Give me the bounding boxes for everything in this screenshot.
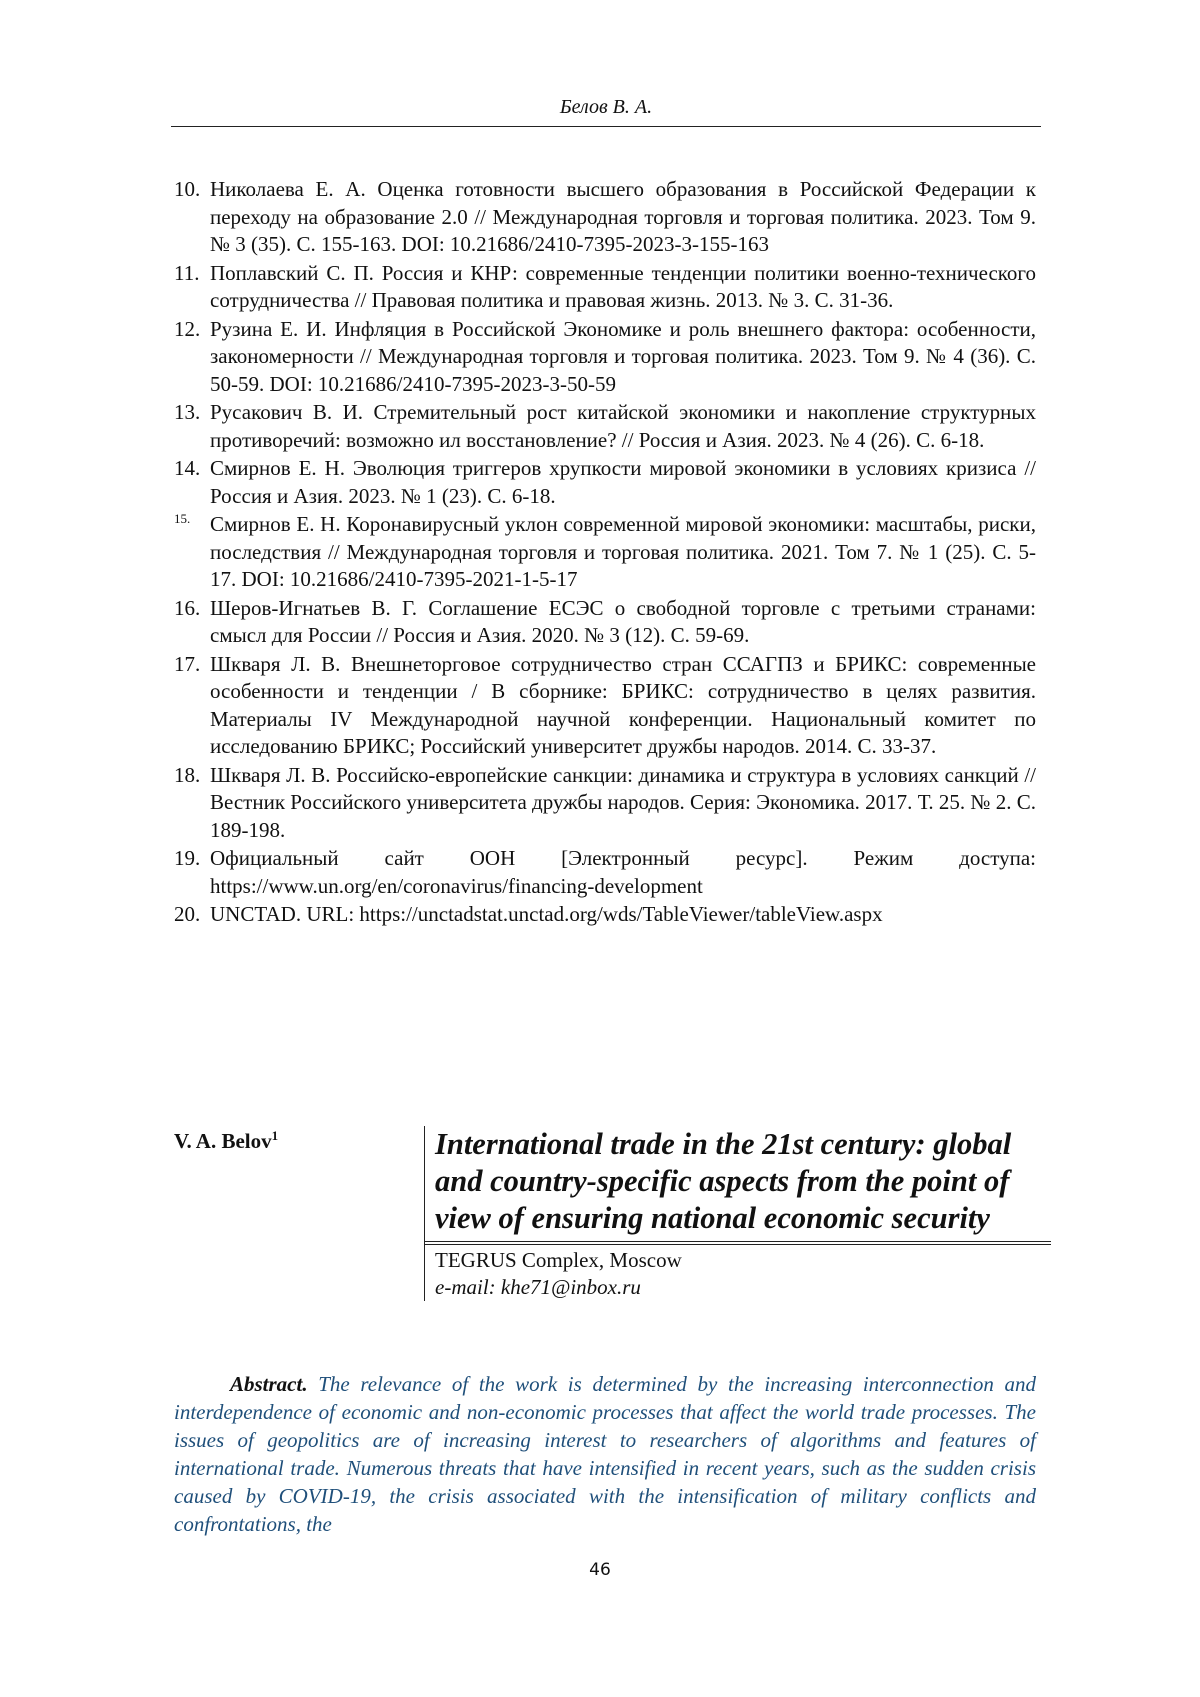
reference-item <box>174 762 1036 845</box>
reference-number: 19. <box>174 846 201 870</box>
reference-text: Шкваря Л. В. Российско-европейские санкции: динамика и структура в условиях санкций // Вестник Российского университета дружбы народов. Серия: Экономика. 2017. Т. 25. № 2. С. 189-198. <box>210 762 1036 842</box>
abstract-paragraph <box>174 1370 1036 1538</box>
reference-text: Шкваря Л. В. Внешнеторговое сотрудничество стран ССАГПЗ и БРИКС: современные особенности и тенденции / В сборнике: БРИКС: сотрудничество в целях развития. Материалы IV Международной научной конференции. Национальный комитет по исследованию БРИКС; Российский университет дружбы народов. 2014. С. 33-37. <box>210 651 1036 758</box>
author-email: e-mail: khe71@inbox.ru <box>435 1275 641 1299</box>
reference-item <box>174 511 1036 594</box>
reference-text: Николаева Е. А. Оценка готовности высшего образования в Российской Федерации к переходу на образование 2.0 // Международная торговля и торговая политика. 2023. Том 9. № 3 (35). С. 155-163. DOI: 10.21686/2410-7395-2023-3-155-163 <box>210 177 1036 256</box>
reference-number: 16. <box>174 595 201 620</box>
reference-number: 11. <box>174 260 200 285</box>
reference-number: 18. <box>174 762 201 787</box>
reference-number: 14. <box>174 456 201 480</box>
abstract-text: The relevance of the work is determined by the increasing interconnection and interdependence of economic and non-economic processes that affect the world trade processes. The issues of geopolitics are of increasing interest to researchers of algorithms and features of international trade. Numerous threats that have intensified in recent years, such as the sudden crisis caused by COVID-19, the crisis associated with the intensification of military conflicts and confrontations, the <box>174 1372 1037 1536</box>
reference-text: UNCTAD. URL: https://unctadstat.unctad.org/wds/TableViewer/tableView.aspx <box>210 902 883 926</box>
reference-item <box>174 260 1036 315</box>
reference-item <box>174 901 1036 929</box>
reference-text: Русакович В. И. Стремительный рост китайской экономики и накопление структурных противоречий: возможно ил восстановление? // Россия и Азия. 2023. № 4 (26). С. 6-18. <box>210 400 1036 452</box>
reference-text: Официальный сайт ООН [Электронный ресурс]. Режим доступа: https://www.un.org/en/coronavirus/financing-development <box>210 846 1036 898</box>
article-author <box>174 1128 278 1154</box>
author-name: V. A. Belov <box>174 1129 272 1153</box>
author-affiliation: TEGRUS Complex, Moscow <box>435 1248 682 1272</box>
reference-item <box>174 845 1036 900</box>
reference-list <box>174 176 1036 930</box>
reference-number: 15. <box>174 511 191 526</box>
article-title: International trade in the 21st century: global and country-specific aspects from the point of view of ensuring national economic security <box>435 1127 1012 1235</box>
reference-text: Рузина Е. И. Инфляция в Российской Экономике и роль внешнего фактора: особенности, закономерности // Международная торговля и торговая политика. 2023. Том 9. № 4 (36). С. 50-59. DOI: 10.21686/2410-7395-2023-3-50-59 <box>210 316 1036 396</box>
reference-text: Шеров-Игнатьев В. Г. Соглашение ЕСЭС о свободной торговле с третьими странами: смысл для России // Россия и Азия. 2020. № 3 (12). С. 59-69. <box>210 595 1036 647</box>
reference-item <box>174 595 1036 650</box>
reference-number: 13. <box>174 400 201 424</box>
page-number: 46 <box>589 1560 611 1580</box>
reference-text: Смирнов Е. Н. Коронавирусный уклон современной мировой экономики: масштабы, риски, последствия // Международная торговля и торговая политика. 2021. Том 7. № 1 (25). С. 5-17. DOI: 10.21686/2410-7395-2021-1-5-17 <box>210 512 1036 591</box>
reference-number: 20. <box>174 902 201 926</box>
reference-item <box>174 176 1036 259</box>
reference-text: Смирнов Е. Н. Эволюция триггеров хрупкости мировой экономики в условиях кризиса // Россия и Азия. 2023. № 1 (23). С. 6-18. <box>210 456 1036 508</box>
author-footnote-mark: 1 <box>271 1128 279 1143</box>
reference-text: Поплавский С. П. Россия и КНР: современные тенденции политики военно-технического сотрудничества // Правовая политика и правовая жизнь. 2013. № 3. С. 31-36. <box>210 260 1036 312</box>
article-title-block <box>424 1126 1051 1301</box>
running-head: Белов В. А. <box>559 96 653 118</box>
reference-number: 12. <box>174 316 201 341</box>
reference-number: 17. <box>174 651 201 676</box>
reference-item <box>174 316 1036 399</box>
reference-item <box>174 651 1036 761</box>
reference-item <box>174 455 1036 510</box>
reference-number: 10. <box>174 177 201 201</box>
header-rule <box>171 126 1041 127</box>
abstract-label: Abstract. <box>230 1372 308 1396</box>
reference-item <box>174 399 1036 454</box>
